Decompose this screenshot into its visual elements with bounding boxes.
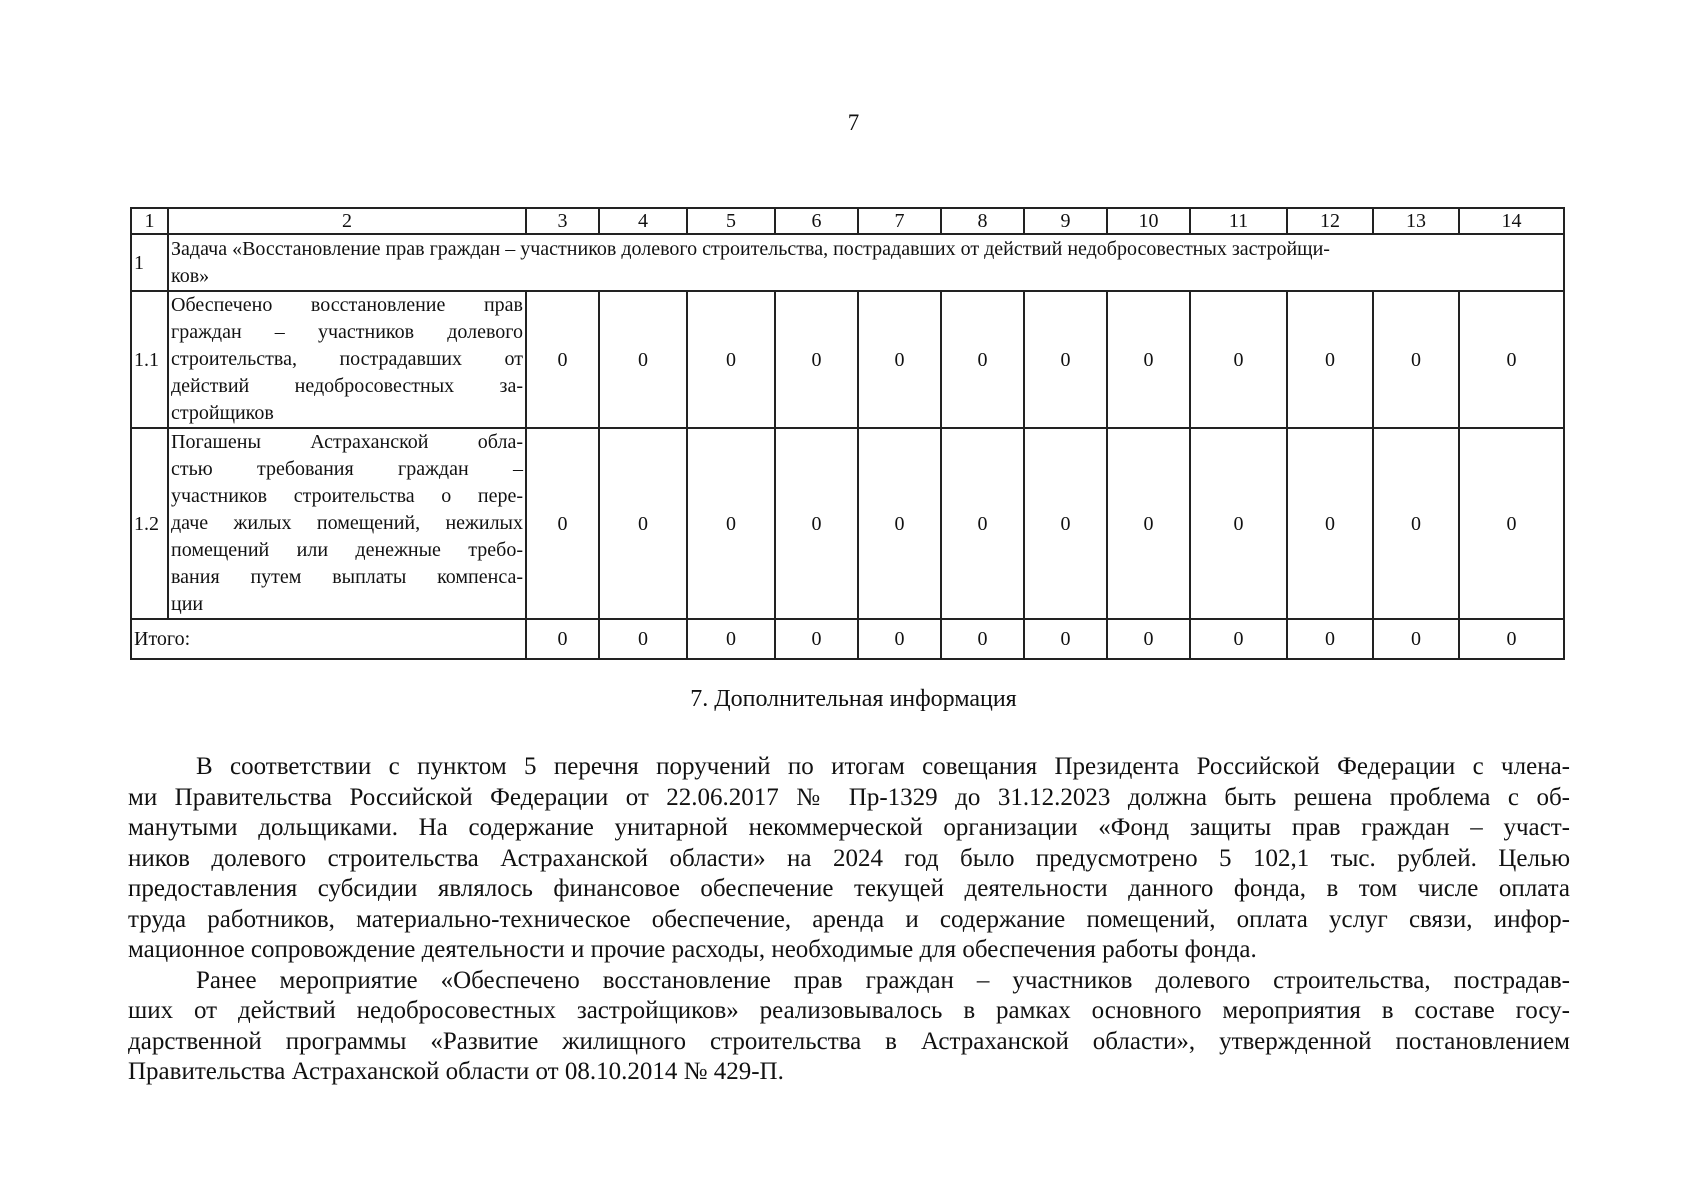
table-header-row <box>131 208 1564 234</box>
desc-line: граждан – участников долевого <box>171 321 523 343</box>
text-line: ших от действий недобросовестных застройщиков» реализовывалось в рамках основного мероприятия в составе госу- <box>128 997 1570 1024</box>
total-label: Итого: <box>131 619 526 659</box>
paragraph-1 <box>128 752 1570 966</box>
header-cell: 2 <box>168 208 526 234</box>
total-value-cell: 0 <box>941 619 1024 659</box>
value-cell: 0 <box>775 291 858 428</box>
total-value-cell: 0 <box>775 619 858 659</box>
indicator-table <box>130 207 1565 660</box>
desc-line: строительства, пострадавших от <box>171 348 523 370</box>
total-value-cell: 0 <box>1107 619 1190 659</box>
row-index: 1.1 <box>131 291 168 428</box>
section-body <box>128 752 1570 1088</box>
value-cell: 0 <box>687 428 775 619</box>
value-cell: 0 <box>858 428 941 619</box>
desc-line: Обеспечено восстановление прав <box>171 294 523 316</box>
total-value-cell: 0 <box>1024 619 1107 659</box>
indicator-table-wrapper <box>130 207 1563 660</box>
total-value-cell: 0 <box>858 619 941 659</box>
value-cell: 0 <box>1459 428 1564 619</box>
text-line: Ранее мероприятие «Обеспечено восстановление прав граждан – участников долевого строительства, пострадав- <box>196 966 1570 994</box>
total-value-cell: 0 <box>1459 619 1564 659</box>
total-value-cell: 0 <box>599 619 687 659</box>
value-cell: 0 <box>941 428 1024 619</box>
section-title: 7. Дополнительная информация <box>690 686 1017 712</box>
desc-line: вания путем выплаты компенса- <box>171 566 523 588</box>
value-cell: 0 <box>1373 291 1459 428</box>
value-cell: 0 <box>941 291 1024 428</box>
page-number: 7 <box>847 110 860 135</box>
text-line: мационное сопровождение деятельности и прочие расходы, необходимые для обеспечения работы фонда. <box>128 936 1257 963</box>
text-line: Правительства Астраханской области от 08.10.2014 № 429-П. <box>128 1058 784 1085</box>
header-cell: 1 <box>131 208 168 234</box>
value-cell: 0 <box>599 428 687 619</box>
header-cell: 4 <box>599 208 687 234</box>
text-line: труда работников, материально-техническое обеспечение, аренда и содержание помещений, оплата услуг связи, инфор- <box>128 905 1570 933</box>
task-title-line: ков» <box>171 264 210 287</box>
table-row <box>131 428 1564 619</box>
task-title-line: Задача «Восстановление прав граждан – участников долевого строительства, пострадавших от действий недобросовестных застройщи- <box>171 237 1330 260</box>
value-cell: 0 <box>687 291 775 428</box>
row-description <box>168 291 526 428</box>
desc-line: участников строительства о пере- <box>171 485 523 507</box>
value-cell: 0 <box>1373 428 1459 619</box>
header-cell: 11 <box>1190 208 1287 234</box>
text-line: манутыми дольщиками. На содержание унитарной некоммерческой организации «Фонд защиты прав граждан – участ- <box>128 814 1570 841</box>
header-cell: 5 <box>687 208 775 234</box>
header-cell: 7 <box>858 208 941 234</box>
desc-line: даче жилых помещений, нежилых <box>171 512 523 534</box>
value-cell: 0 <box>599 291 687 428</box>
paragraph-2 <box>128 966 1570 1088</box>
value-cell: 0 <box>775 428 858 619</box>
text-line: В соответствии с пунктом 5 перечня поручений по итогам совещания Президента Российской Федерации с члена- <box>196 753 1570 780</box>
task-index: 1 <box>131 234 168 291</box>
header-cell: 13 <box>1373 208 1459 234</box>
value-cell: 0 <box>1107 291 1190 428</box>
header-cell: 6 <box>775 208 858 234</box>
total-value-cell: 0 <box>526 619 599 659</box>
total-value-cell: 0 <box>1190 619 1287 659</box>
text-line: предоставления субсидии являлось финансовое обеспечение текущей деятельности данного фонда, в том числе оплата <box>128 875 1570 902</box>
value-cell: 0 <box>1190 291 1287 428</box>
total-value-cell: 0 <box>687 619 775 659</box>
value-cell: 0 <box>1459 291 1564 428</box>
header-cell: 8 <box>941 208 1024 234</box>
text-line: ников долевого строительства Астраханской области» на 2024 год было предусмотрено 5 102,1 тыс. рублей. Целью <box>128 844 1570 872</box>
text-line: ми Правительства Российской Федерации от 22.06.2017 № Пр-1329 до 31.12.2023 должна быть решена проблема с об- <box>128 783 1570 811</box>
desc-line: помещений или денежные требо- <box>171 539 523 561</box>
value-cell: 0 <box>526 428 599 619</box>
value-cell: 0 <box>1287 428 1373 619</box>
header-cell: 9 <box>1024 208 1107 234</box>
value-cell: 0 <box>1107 428 1190 619</box>
total-row <box>131 619 1564 659</box>
table-row <box>131 291 1564 428</box>
value-cell: 0 <box>1024 428 1107 619</box>
value-cell: 0 <box>1024 291 1107 428</box>
desc-line: стройщиков <box>171 402 274 424</box>
value-cell: 0 <box>1287 291 1373 428</box>
desc-line: Погашены Астраханской обла- <box>171 431 523 453</box>
task-title <box>168 234 1564 291</box>
row-index: 1.2 <box>131 428 168 619</box>
header-cell: 3 <box>526 208 599 234</box>
text-line: дарственной программы «Развитие жилищного строительства в Астраханской области», утвержденной постановлением <box>128 1027 1570 1055</box>
header-cell: 10 <box>1107 208 1190 234</box>
total-value-cell: 0 <box>1287 619 1373 659</box>
desc-line: ции <box>171 593 204 615</box>
desc-line: стью требования граждан – <box>171 458 523 480</box>
task-row <box>131 234 1564 291</box>
header-cell: 14 <box>1459 208 1564 234</box>
value-cell: 0 <box>858 291 941 428</box>
header-cell: 12 <box>1287 208 1373 234</box>
total-value-cell: 0 <box>1373 619 1459 659</box>
row-description <box>168 428 526 619</box>
desc-line: действий недобросовестных за- <box>171 375 523 397</box>
value-cell: 0 <box>526 291 599 428</box>
value-cell: 0 <box>1190 428 1287 619</box>
